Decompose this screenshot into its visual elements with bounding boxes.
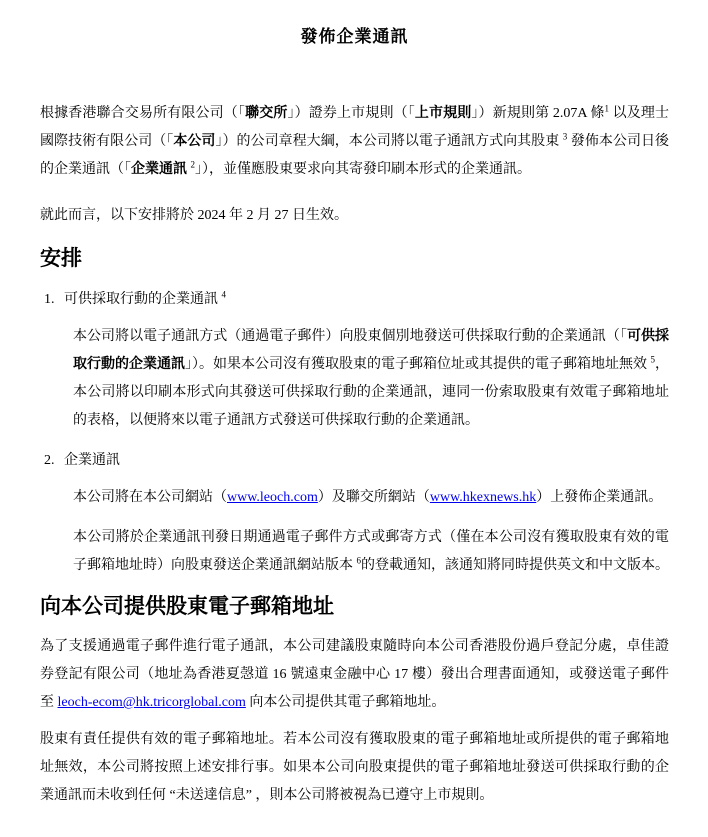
item-2-title: 企業通訊 xyxy=(64,453,120,468)
item-1-title: 可供採取行動的企業通訊 $^4$ xyxy=(64,289,226,307)
item-2-body-paragraph-1: 本公司將在本公司網站（www.leoch.com）及聯交所網站（www.hkexnews.hk）上發佈企業通訊。 xyxy=(73,490,663,505)
provide-email-heading: 向本公司提供股東電子郵箱地址 xyxy=(40,594,334,618)
footnote-ref-6: 6 xyxy=(356,555,361,566)
footnote-ref-3: 3 xyxy=(562,131,568,142)
provide-email-paragraph: 為了支援通過電子郵件進行電子通訊，本公司建議股東隨時向本公司香港股份過戶登記分處，卓佳證券登記有限公司（地址為香港夏愨道 16 號遠東金融中心 17 樓）發出合理書面通知，或發送電子郵件至 leoch-ecom@hk.tricorglobal.com 向本公司提供其電子郵箱地址。 xyxy=(40,639,669,710)
leoch-website-link[interactable]: www.leoch.com xyxy=(227,490,318,505)
arrangement-item-1-heading xyxy=(40,286,669,314)
footnote-ref-1: 1 xyxy=(604,103,609,114)
item-1-number: 1. xyxy=(44,292,55,307)
item-2-number: 2. xyxy=(44,453,55,468)
arrangement-item-2-heading xyxy=(40,447,669,475)
item-1-body-paragraph: 本公司將以電子通訊方式（通過電子郵件）向股東個別地發送可供採取行動的企業通訊（「可供採取行動的企業通訊」）。如果本公司沒有獲取股東的電子郵箱位址或其提供的電子郵箱地址無效 $^5$，本公司將以印刷本形式向其發送可供採取行動的企業通訊，連同一份索取股東有效電子郵箱地址的表格，以便將來以電子通訊方式發送可供採取行動的企業通訊。 xyxy=(73,329,670,428)
hkex-website-link[interactable]: www.hkexnews.hk xyxy=(429,490,537,505)
document-title: 發佈企業通訊 xyxy=(300,27,409,46)
registrar-email-link[interactable]: leoch-ecom@hk.tricorglobal.com xyxy=(57,695,246,710)
shareholder-responsibility-paragraph: 股東有責任提供有效的電子郵箱地址。若本公司沒有獲取股東的電子郵箱地址或所提供的電子郵箱地址無效，本公司將按照上述安排行事。如果本公司向股東提供的電子郵箱地址發送可供採取行動的企業通訊而未收到任何 “未送達信息” ，則本公司將被視為已遵守上市規則。 xyxy=(40,732,669,803)
footnote-ref-4: 4 xyxy=(221,289,226,300)
intro-paragraph: 根據香港聯合交易所有限公司（「聯交所」）證券上市規則（「上市規則」）新規則第 2.07A 條$^1$ 以及理士國際技術有限公司（「本公司」）的公司章程大綱，本公司將以電子通訊方式向其股東 $^3$ 發佈本公司日後的企業通訊（「企業通訊 $^2$」），並僅應股東要求向其寄發印刷本形式的企業通訊。 xyxy=(40,103,670,177)
item-2-body-paragraph-2: 本公司將於企業通訊刊發日期通過電子郵件方式或郵寄方式（僅在本公司沒有獲取股東有效的電子郵箱地址時）向股東發送企業通訊網站版本 $^6$的登載通知，該通知將同時提供英文和中文版本。 xyxy=(73,530,669,573)
footnote-ref-2: 2 xyxy=(190,159,195,170)
arrangements-heading: 安排 xyxy=(40,246,82,270)
footnote-ref-5: 5 xyxy=(650,354,655,365)
effective-date-paragraph: 就此而言，以下安排將於 2024 年 2 月 27 日生效。 xyxy=(40,208,348,223)
